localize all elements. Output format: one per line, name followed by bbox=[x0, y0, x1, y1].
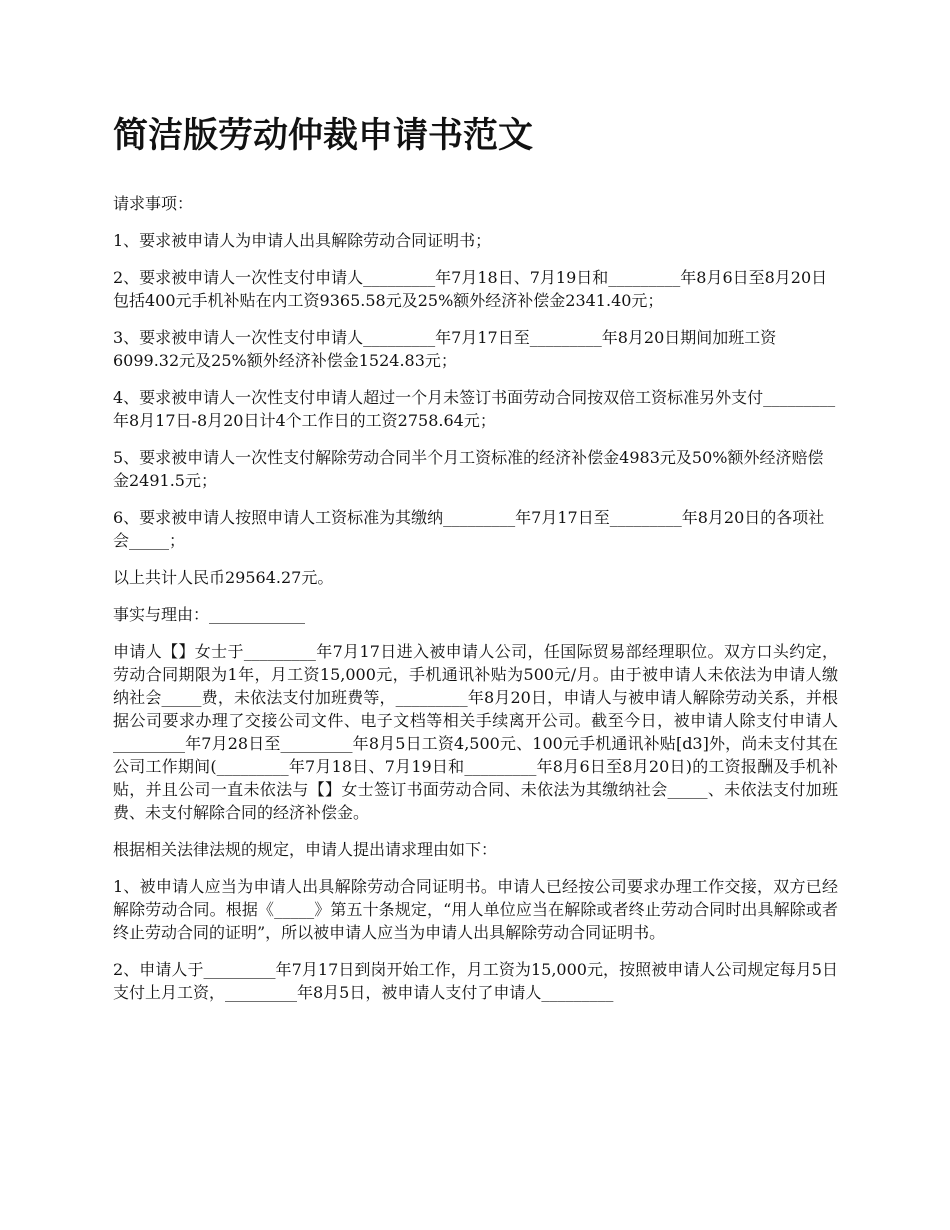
claim-item-4: 4、要求被申请人一次性支付申请人超过一个月未签订书面劳动合同按双倍工资标准另外支付_________年8月17日-8月20日计4个工作日的工资2758.64元； bbox=[113, 388, 836, 430]
facts-paragraph: 申请人【】女士于_________年7月17日进入被申请人公司，任国际贸易部经理职位。双方口头约定，劳动合同期限为1年，月工资15,000元，手机通讯补贴为500元/月。由于被申请人未依法为申请人缴纳社会_____费，未依法支付加班费等，_________年8月20日，申请人与被申请人解除劳动关系，并根据公司要求办理了交接公司文件、电子文档等相关手续离开公司。截至今日，被申请人除支付申请人_________年7月28日至_________年8月5日工资4,500元、100元手机通讯补贴[d3]外，尚未支付其在公司工作期间(_________年7月18日、7月19日和_________年8月6日至8月20日)的工资报酬及手机补贴，并且公司一直未依法与【】女士签订书面劳动合同、未依法为其缴纳社会_____、未依法支付加班费、未支付解除合同的经济补偿金。 bbox=[113, 642, 838, 822]
claim-item-6: 6、要求被申请人按照申请人工资标准为其缴纳_________年7月17日至_________年8月20日的各项社会_____； bbox=[113, 508, 825, 550]
claim-item-5: 5、要求被申请人一次性支付解除劳动合同半个月工资标准的经济补偿金4983元及50%额外经济赔偿金2491.5元； bbox=[113, 448, 824, 490]
facts-heading: 事实与理由：____________ bbox=[113, 605, 306, 624]
claims-heading: 请求事项： bbox=[113, 194, 194, 213]
claim-item-3: 3、要求被申请人一次性支付申请人_________年7月17日至_________年8月20日期间加班工资6099.32元及25%额外经济补偿金1524.83元； bbox=[113, 328, 777, 370]
claim-item-1: 1、要求被申请人为申请人出具解除劳动合同证明书； bbox=[113, 231, 492, 250]
claims-total: 以上共计人民币29564.27元。 bbox=[113, 568, 334, 587]
reasons-intro: 根据相关法律法规的规定，申请人提出请求理由如下： bbox=[113, 840, 498, 859]
reason-item-1: 1、被申请人应当为申请人出具解除劳动合同证明书。申请人已经按公司要求办理工作交接，双方已经解除劳动合同。根据《_____》第五十条规定，“用人单位应当在解除或者终止劳动合同时出具解除或者终止劳动合同的证明”，所以被申请人应当为申请人出具解除劳动合同证明书。 bbox=[113, 877, 838, 942]
document-title: 简洁版劳动仲裁申请书范文 bbox=[113, 115, 534, 156]
claim-item-2: 2、要求被申请人一次性支付申请人_________年7月18日、7月19日和_________年8月6日至8月20日包括400元手机补贴在内工资9365.58元及25%额外经济补偿金2341.40元； bbox=[113, 268, 828, 310]
reason-item-2: 2、申请人于_________年7月17日到岗开始工作，月工资为15,000元，按照被申请人公司规定每月5日支付上月工资，_________年8月5日，被申请人支付了申请人_________ bbox=[113, 960, 838, 1002]
document-page bbox=[113, 110, 838, 1018]
